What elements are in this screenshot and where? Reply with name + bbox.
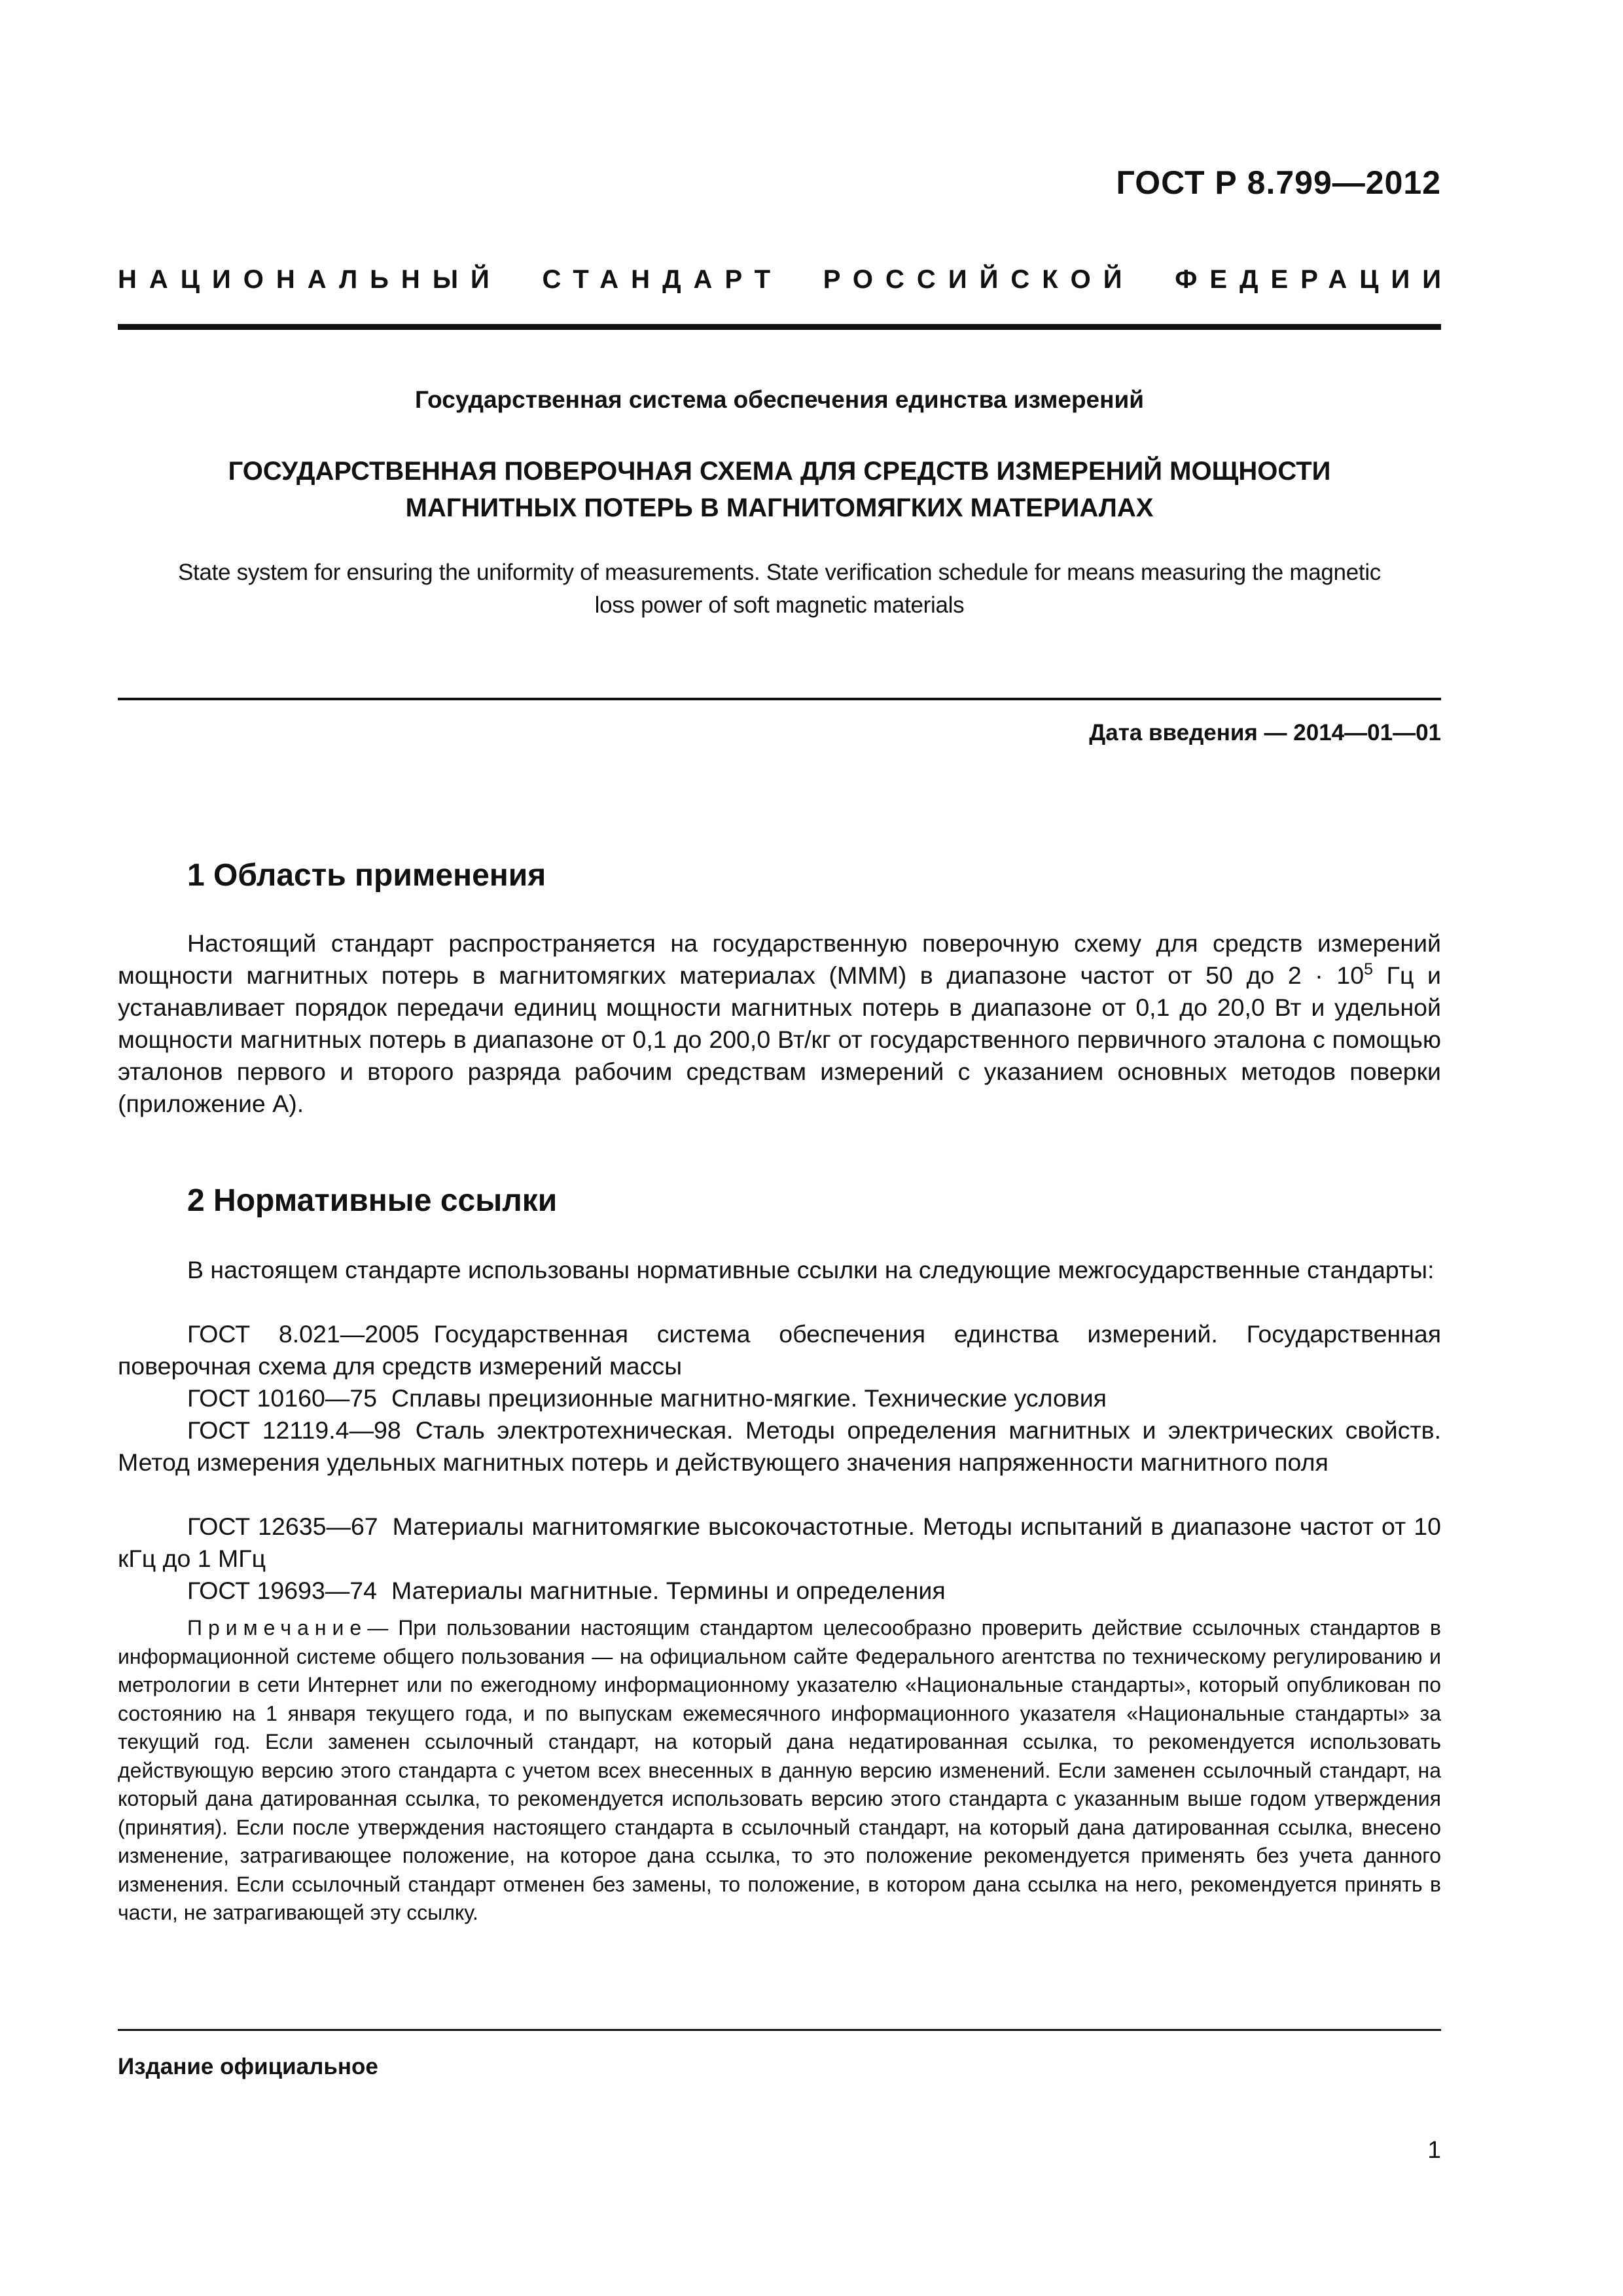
reference-item	[118, 1318, 1441, 1382]
reference-title: Государственная система обеспечения единства измерений. Государственная поверочная схема для средств измерений массы	[118, 1320, 1442, 1380]
banner-word-3: РОССИЙСКОЙ	[823, 265, 1135, 294]
reference-code: ГОСТ 8.021—2005	[187, 1320, 419, 1348]
reference-title: Материалы магнитомягкие высокочастотные. Методы испытаний в диапазоне частот от 10 кГц до 1 МГц	[118, 1513, 1441, 1572]
note-text: — При пользовании настоящим стандартом целесообразно проверить действие ссылочных стандартов в информационной системе общего пользования — на официальном сайте Федерального агентства по техническому регулированию и метрологии в сети Интернет или по ежегодному информационному указателю «Национальные стандарты», который опубликован по состоянию на 1 января текущего года, и по выпускам ежемесячного информационного указателя «Национальные стандарты» за текущий год. Если заменен ссылочный стандарт, на который дана недатированная ссылка, то рекомендуется использовать действующую версию этого стандарта с учетом всех внесенных в данную версию изменений. Если заменен ссылочный стандарт, на который дана датированная ссылка, то рекомендуется использовать версию этого стандарта с указанным выше годом утверждения (принятия). Если после утверждения настоящего стандарта в ссылочный стандарт, на который дана датированная ссылка, внесено изменение, затрагивающее положение, на которое дана ссылка, то это положение рекомендуется применять без учета данного изменения. Если ссылочный стандарт отменен без замены, то положение, в котором дана ссылка на него, рекомендуется принять в части, не затрагивающей эту ссылку.	[118, 1616, 1441, 1924]
system-title: Государственная система обеспечения единства измерений	[415, 386, 1144, 413]
section-2-intro	[118, 1254, 1441, 1286]
document-title	[118, 453, 1441, 526]
national-standard-banner	[118, 265, 1454, 295]
reference-code: ГОСТ 12635—67	[187, 1513, 378, 1540]
official-edition-label: Издание официальное	[118, 2054, 378, 2079]
section-1-text-a: Настоящий стандарт распространяется на государственную поверочную схему для средств измерений мощности магнитных потерь в магнитомягких материалах (МММ) в диапазоне частот от 50 до 2 · 10	[118, 929, 1441, 989]
note-label: Примечание	[187, 1616, 368, 1640]
reference-code: ГОСТ 12119.4—98	[187, 1416, 401, 1444]
page-number: 1	[1427, 2136, 1441, 2163]
footer-rule	[118, 2029, 1441, 2031]
reference-item	[118, 1414, 1441, 1479]
reference-item	[118, 1575, 1441, 1607]
reference-title: Сплавы прецизионные магнитно-мягкие. Технические условия	[391, 1384, 1107, 1412]
exponent: 5	[1364, 960, 1374, 978]
english-title-line-2: loss power of soft magnetic materials	[594, 592, 965, 618]
document-title-line-2: МАГНИТНЫХ ПОТЕРЬ В МАГНИТОМЯГКИХ МАТЕРИАЛАХ	[405, 493, 1154, 522]
english-title	[118, 556, 1441, 622]
reference-item	[118, 1382, 1441, 1414]
banner-word-4: ФЕДЕРАЦИИ	[1175, 265, 1454, 294]
reference-code: ГОСТ 19693—74	[187, 1577, 378, 1604]
reference-code: ГОСТ 10160—75	[187, 1384, 378, 1412]
english-title-line-1: State system for ensuring the uniformity of measurements. State verification schedule for means measuring the magnetic	[178, 560, 1381, 585]
document-title-line-1: ГОСУДАРСТВЕННАЯ ПОВЕРОЧНАЯ СХЕМА ДЛЯ СРЕДСТВ ИЗМЕРЕНИЙ МОЩНОСТИ	[228, 457, 1331, 486]
banner-word-2: СТАНДАРТ	[542, 265, 783, 294]
header-rule	[118, 324, 1441, 330]
banner-word-1: НАЦИОНАЛЬНЫЙ	[118, 265, 502, 294]
reference-title: Материалы магнитные. Термины и определения	[391, 1577, 946, 1604]
title-rule	[118, 698, 1441, 700]
introduction-date: Дата введения — 2014—01—01	[1089, 720, 1441, 745]
section-2-intro-text: В настоящем стандарте использованы нормативные ссылки на следующие межгосударственные стандарты:	[187, 1256, 1435, 1283]
section-1-heading: 1 Область применения	[187, 858, 546, 893]
section-1-paragraph	[118, 927, 1441, 1120]
reference-item	[118, 1511, 1441, 1575]
document-code: ГОСТ Р 8.799—2012	[1116, 164, 1441, 201]
section-1-text-b: Гц и устанавливает порядок передачи единиц мощности магнитных потерь в диапазоне от 0,1 до 20,0 Вт и удельной мощности магнитных потерь в диапазоне от 0,1 до 200,0 Вт/кг от государственного первичного эталона с помощью эталонов первого и второго разряда рабочим средствам измерений с указанием основных методов поверки (приложение А).	[118, 961, 1442, 1117]
note-paragraph	[118, 1614, 1441, 1928]
reference-title: Сталь электротехническая. Методы определения магнитных и электрических свойств. Метод измерения удельных магнитных потерь и действующего значения напряженности магнитного поля	[118, 1416, 1442, 1476]
section-2-heading: 2 Нормативные ссылки	[187, 1183, 558, 1218]
